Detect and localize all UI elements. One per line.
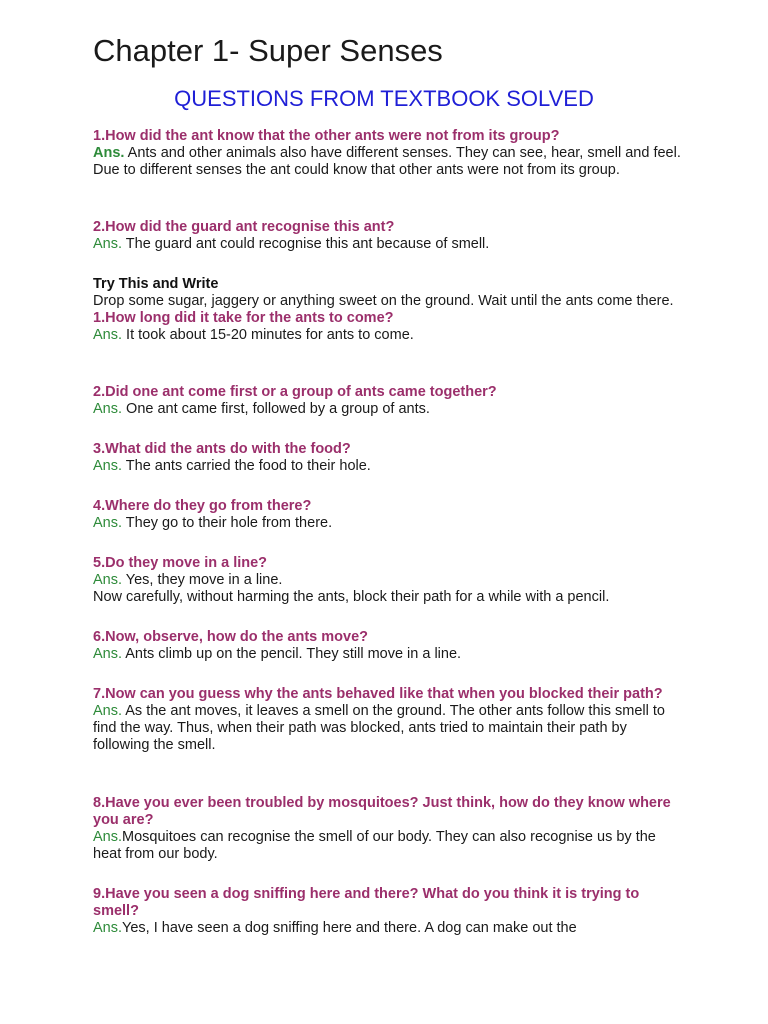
- answer-label: Ans.: [93, 646, 123, 662]
- try-this-section: [93, 276, 683, 344]
- question-text: 1.How did the ant know that the other ants were not from its group?: [93, 128, 560, 144]
- qa-item-5: [93, 441, 683, 475]
- qa-item-10: [93, 795, 683, 863]
- qa-item-11: [93, 886, 683, 937]
- answer-text: It took about 15-20 minutes for ants to come.: [122, 327, 414, 343]
- question-text: 6.Now, observe, how do the ants move?: [93, 629, 369, 645]
- question-text: 3.What did the ants do with the food?: [93, 441, 351, 457]
- qa-item-7: [93, 555, 683, 606]
- question-text: 9.Have you seen a dog sniffing here and there? What do you think it is trying to smell?: [93, 886, 640, 919]
- answer-label: Ans.: [93, 703, 123, 719]
- answer-label: Ans.: [93, 401, 123, 417]
- answer-text: One ant came first, followed by a group of ants.: [122, 401, 430, 417]
- answer-text: Mosquitoes can recognise the smell of our body. They can also recognise us by the heat from our body.: [93, 829, 656, 862]
- answer-label: Ans.: [93, 515, 123, 531]
- answer-label: Ans.: [93, 145, 125, 161]
- question-text: 8.Have you ever been troubled by mosquitoes? Just think, how do they know where you are?: [93, 795, 671, 828]
- question-text: 5.Do they move in a line?: [93, 555, 268, 571]
- qa-item-8: [93, 629, 683, 663]
- answer-text: Yes, I have seen a dog sniffing here and there. A dog can make out the: [122, 920, 577, 936]
- answer-text: Ants climb up on the pencil. They still move in a line.: [122, 646, 462, 662]
- try-heading: Try This and Write: [93, 276, 219, 292]
- page-subtitle: QUESTIONS FROM TEXTBOOK SOLVED: [174, 86, 594, 111]
- answer-label: Ans.: [93, 829, 123, 845]
- answer-text: The guard ant could recognise this ant because of smell.: [122, 236, 490, 252]
- question-text: 2.How did the guard ant recognise this ant?: [93, 219, 395, 235]
- qa-item-2: [93, 219, 683, 253]
- answer-text: As the ant moves, it leaves a smell on the ground. The other ants follow this smell to find the way. Thus, when their path was blocked, ants tried to maintain their path by following the smell.: [93, 703, 665, 753]
- answer-label: Ans.: [93, 458, 123, 474]
- answer-text: The ants carried the food to their hole.: [122, 458, 371, 474]
- answer-text: Ants and other animals also have different senses. They can see, hear, smell and feel. Due to different senses the ant could know that other ants were not from its group.: [93, 145, 681, 178]
- try-intro: Drop some sugar, jaggery or anything sweet on the ground. Wait until the ants come there.: [93, 293, 674, 309]
- qa-item-9: [93, 686, 683, 754]
- question-text: 7.Now can you guess why the ants behaved like that when you blocked their path?: [93, 686, 663, 702]
- instruction-text: Now carefully, without harming the ants, block their path for a while with a pencil.: [93, 589, 610, 605]
- question-text: 1.How long did it take for the ants to come?: [93, 310, 394, 326]
- answer-label: Ans.: [93, 920, 123, 936]
- answer-text: Yes, they move in a line.: [122, 572, 283, 588]
- answer-label: Ans.: [93, 572, 123, 588]
- question-text: 2.Did one ant come first or a group of ants came together?: [93, 384, 497, 400]
- answer-label: Ans.: [93, 327, 123, 343]
- qa-item-4: [93, 384, 683, 418]
- answer-label: Ans.: [93, 236, 123, 252]
- qa-item-1: [93, 128, 683, 179]
- question-text: 4.Where do they go from there?: [93, 498, 312, 514]
- page-title: Chapter 1- Super Senses: [93, 33, 443, 68]
- qa-item-6: [93, 498, 683, 532]
- answer-text: They go to their hole from there.: [122, 515, 333, 531]
